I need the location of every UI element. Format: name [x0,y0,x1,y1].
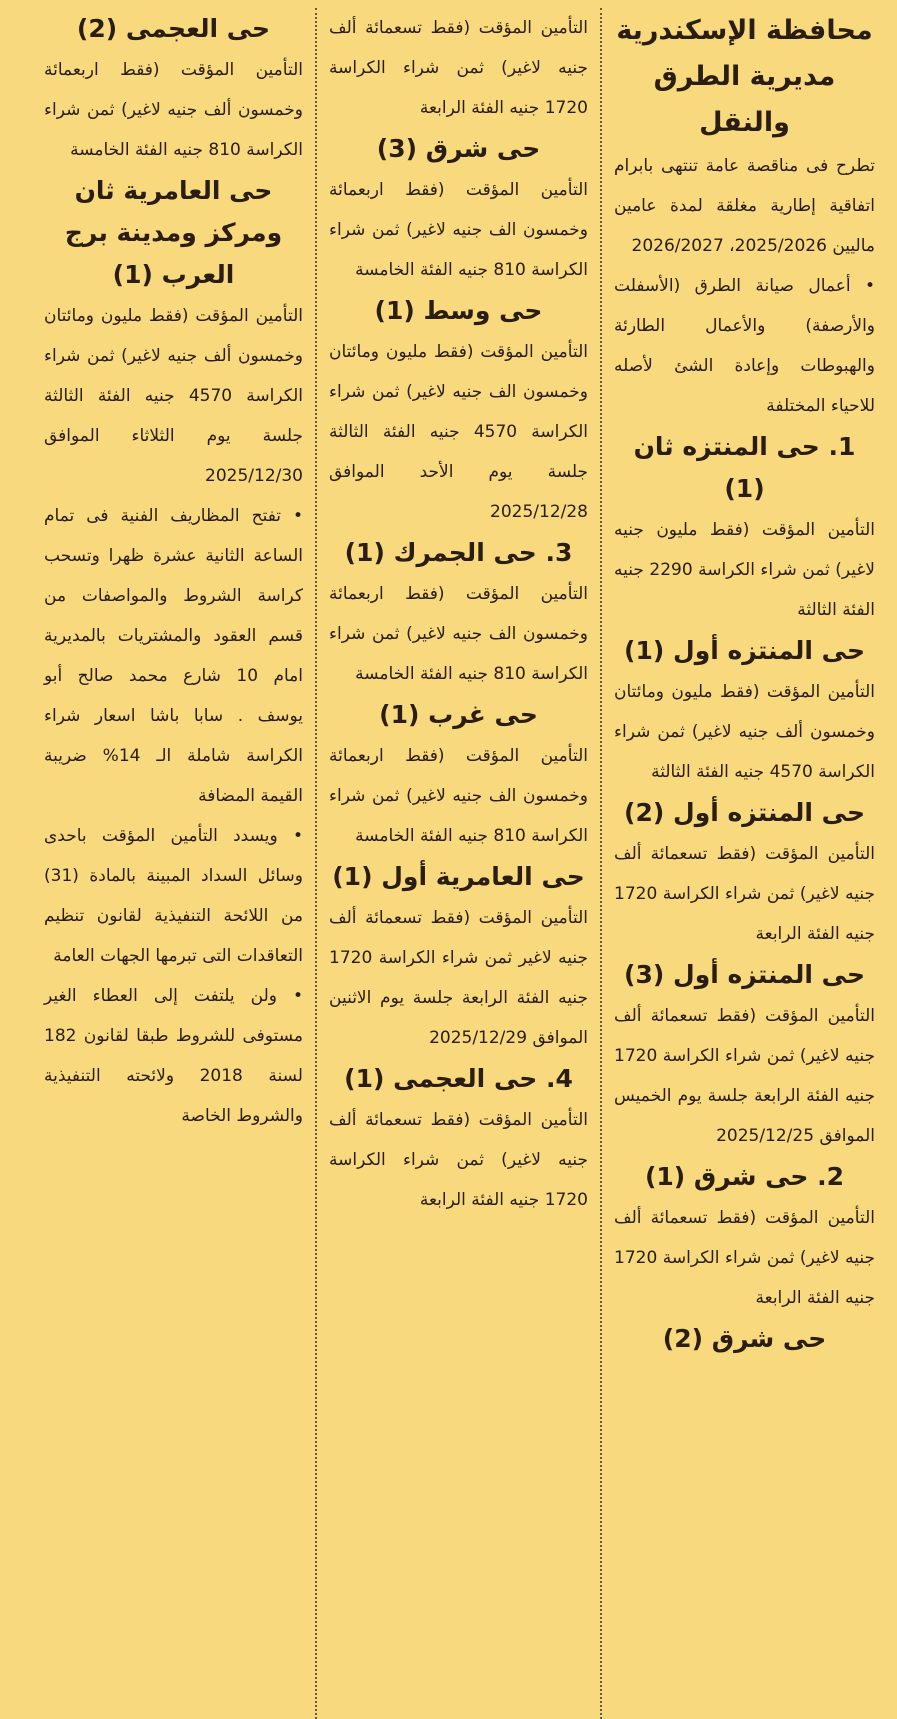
section-heading: حى شرق (3) [376,134,541,163]
paragraph: التأمين المؤقت (فقط اربعمائة وخمسون الف جنيه لاغير) ثمن شراء الكراسة 810 جنيه الفئة الخامسة [329,584,588,684]
paragraph: التأمين المؤقت (فقط مليون ومائتان وخمسون ألف جنيه لاغير) ثمن شراء الكراسة 4570 جنيه الفئة الثالثة جلسة يوم الثلاثاء الموافق 2025/12/30 [44,306,304,486]
section-heading: حى شرق (2) [662,1324,827,1353]
paragraph: التأمين المؤقت (فقط مليون ومائتان وخمسون الف جنيه لاغير) ثمن شراء الكراسة 4570 جنيه الفئة الثالثة جلسة يوم الأحد الموافق 2025/12/28 [329,342,589,522]
section-heading: حى المنتزه أول (2) [624,798,865,827]
paragraph: التأمين المؤقت (فقط تسعمائة ألف جنيه لاغير) ثمن شراء الكراسة 1720 جنيه الفئة الرابعة [614,844,875,944]
section-heading: حى المنتزه أول (3) [624,960,865,989]
section-heading: حى العامرية ثان ومركز ومدينة برج العرب (1) [64,176,283,289]
paragraph: • ويسدد التأمين المؤقت باحدى وسائل السداد المبينة بالمادة (31) من اللائحة التنفيذية لقانون تنظيم التعاقدات التى تبرمها الجهات العامة [44,826,303,966]
paragraph: • أعمال صيانة الطرق (الأسفلت والأرصفة) والأعمال الطارئة والهبوطات وإعادة الشئ لأصله للاحياء المختلفة [614,276,875,416]
section-heading: 1. حى المنتزه ثان (1) [633,432,856,503]
column-3 [32,8,317,1719]
section-heading: حى العجمى (2) [76,14,271,43]
paragraph: التأمين المؤقت (فقط مليون جنيه لاغير) ثمن شراء الكراسة 2290 جنيه الفئة الثالثة [614,520,875,620]
paragraph: التأمين المؤقت (فقط مليون ومائتان وخمسون ألف جنيه لاغير) ثمن شراء الكراسة 4570 جنيه الفئة الثالثة [614,682,875,782]
paragraph: التأمين المؤقت (فقط تسعمائة ألف جنيه لاغير) ثمن شراء الكراسة 1720 جنيه الفئة الرابعة [329,18,588,118]
section-heading: حى غرب (1) [379,700,538,729]
paragraph: التأمين المؤقت (فقط اربعمائة وخمسون الف جنيه لاغير) ثمن شراء الكراسة 810 جنيه الفئة الخامسة [329,180,588,280]
column-2 [317,8,602,1719]
paragraph: التأمين المؤقت (فقط تسعمائة ألف جنيه لاغير) ثمن شراء الكراسة 1720 جنيه الفئة الرابعة [614,1208,875,1308]
section-heading: حى العامرية أول (1) [332,862,585,891]
title: محافظة الإسكندرية [616,15,873,46]
paragraph: تطرح فى مناقصة عامة تنتهى بابرام اتفاقية إطارية مغلقة لمدة عامين ماليين 2025/2026، 2026/2027 [614,156,875,256]
paragraph: التأمين المؤقت (فقط اربعمائة وخمسون الف جنيه لاغير) ثمن شراء الكراسة 810 جنيه الفئة الخامسة [329,746,588,846]
paragraph: التأمين المؤقت (فقط اربعمائة وخمسون ألف جنيه لاغير) ثمن شراء الكراسة 810 جنيه الفئة الخامسة [44,60,303,160]
section-heading: 4. حى العجمى (1) [344,1064,573,1093]
section-heading: حى وسط (1) [374,296,543,325]
paragraph: • تفتح المظاريف الفنية فى تمام الساعة الثانية عشرة ظهرا وتسحب كراسة الشروط والمواصفات من قسم العقود والمشتريات بالمديرية امام 10 شارع محمد صالح أبو يوسف . سابا باشا اسعار شراء الكراسة شاملة الـ 14% ضريبة القيمة المضافة [44,506,303,806]
section-heading: 3. حى الجمرك (1) [344,538,573,567]
column-1 [602,8,887,1719]
section-heading: 2. حى شرق (1) [644,1162,845,1191]
title: مديرية الطرق والنقل [653,61,836,138]
paragraph: التأمين المؤقت (فقط تسعمائة ألف جنيه لاغير) ثمن شراء الكراسة 1720 جنيه الفئة الرابعة [329,1110,588,1210]
paragraph: التأمين المؤقت (فقط تسعمائة ألف جنيه لاغير ثمن شراء الكراسة 1720 جنيه الفئة الرابعة جلسة يوم الاثنين الموافق 2025/12/29 [329,908,588,1048]
section-heading: حى المنتزه أول (1) [624,636,865,665]
paragraph: التأمين المؤقت (فقط تسعمائة ألف جنيه لاغير) ثمن شراء الكراسة 1720 جنيه الفئة الرابعة جلسة يوم الخميس الموافق 2025/12/25 [614,1006,875,1146]
paragraph: • ولن يلتفت إلى العطاء الغير مستوفى للشروط طبقا لقانون 182 لسنة 2018 ولائحته التنفيذية والشروط الخاصة [44,986,303,1126]
